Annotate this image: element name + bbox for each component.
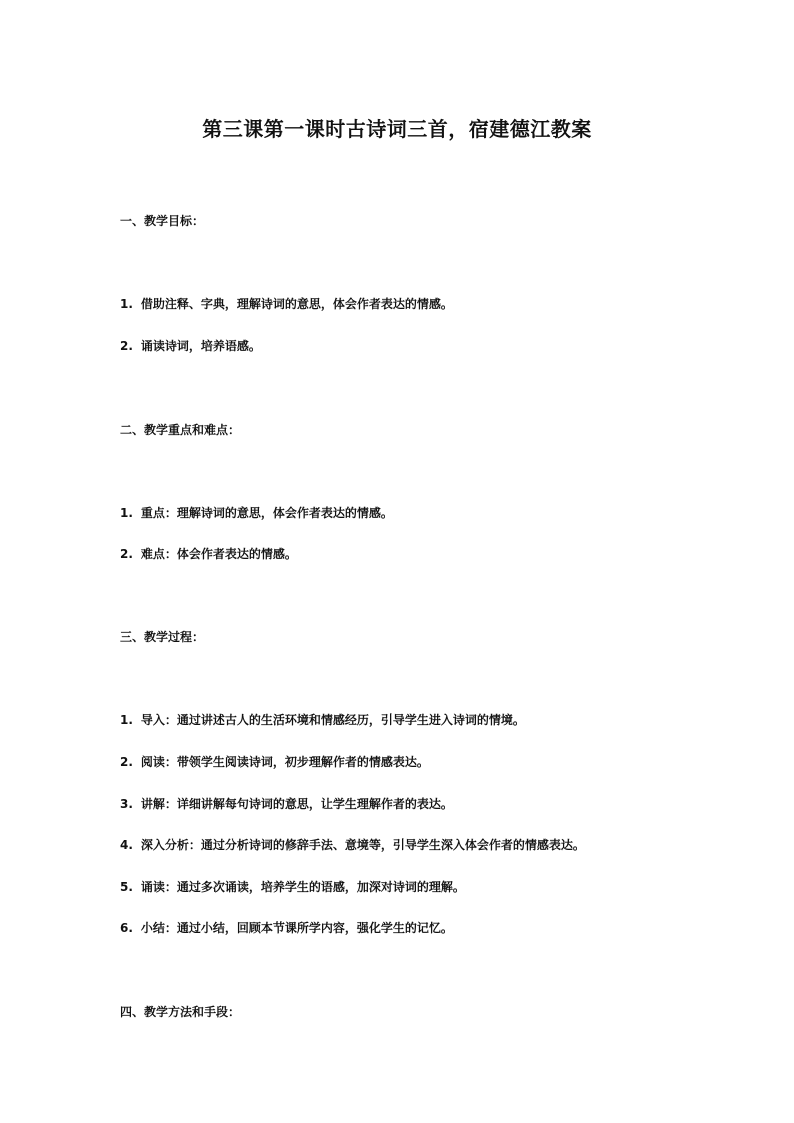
list-item-text: 诵读：通过多次诵读，培养学生的语感，加深对诗词的理解。 xyxy=(140,880,465,894)
list-item-number: 1. xyxy=(120,506,133,520)
list-item-text: 讲解：详细讲解每句诗词的意思，让学生理解作者的表达。 xyxy=(140,797,453,811)
list-item xyxy=(120,544,297,564)
list-item xyxy=(120,710,525,730)
list-item xyxy=(120,294,453,314)
list-item-text: 阅读：带领学生阅读诗词，初步理解作者的情感表达。 xyxy=(140,755,429,769)
section-heading-methods: 四、教学方法和手段： xyxy=(120,1005,241,1019)
list-item xyxy=(120,877,465,897)
list-item-text: 借助注释、字典，理解诗词的意思，体会作者表达的情感。 xyxy=(140,297,453,311)
list-item-number: 2. xyxy=(120,755,133,769)
list-item-text: 导入：通过讲述古人的生活环境和情感经历，引导学生进入诗词的情境。 xyxy=(140,713,525,727)
page-title: 第三课第一课时古诗词三首，宿建德江教案 xyxy=(202,117,592,141)
list-item xyxy=(120,752,429,772)
list-item-text: 小结：通过小结，回顾本节课所学内容，强化学生的记忆。 xyxy=(140,921,453,935)
list-item xyxy=(120,794,453,814)
list-item-number: 5. xyxy=(120,880,133,894)
list-item-number: 2. xyxy=(120,547,133,561)
section-heading-objectives: 一、教学目标： xyxy=(120,214,205,228)
section-heading-key-points: 二、教学重点和难点： xyxy=(120,423,241,437)
list-item-number: 3. xyxy=(120,797,133,811)
section-heading-process: 三、教学过程： xyxy=(120,630,205,644)
list-item-number: 4. xyxy=(120,838,133,852)
list-item-text: 深入分析：通过分析诗词的修辞手法、意境等，引导学生深入体会作者的情感表达。 xyxy=(140,838,585,852)
list-item-text: 诵读诗词，培养语感。 xyxy=(140,339,261,353)
list-item-number: 1. xyxy=(120,297,133,311)
list-item-text: 难点：体会作者表达的情感。 xyxy=(140,547,297,561)
list-item-number: 2. xyxy=(120,339,133,353)
list-item xyxy=(120,336,261,356)
list-item xyxy=(120,918,453,938)
list-item-number: 6. xyxy=(120,921,133,935)
list-item-number: 1. xyxy=(120,713,133,727)
list-item xyxy=(120,503,393,523)
list-item xyxy=(120,835,585,855)
list-item-text: 重点：理解诗词的意思，体会作者表达的情感。 xyxy=(140,506,393,520)
